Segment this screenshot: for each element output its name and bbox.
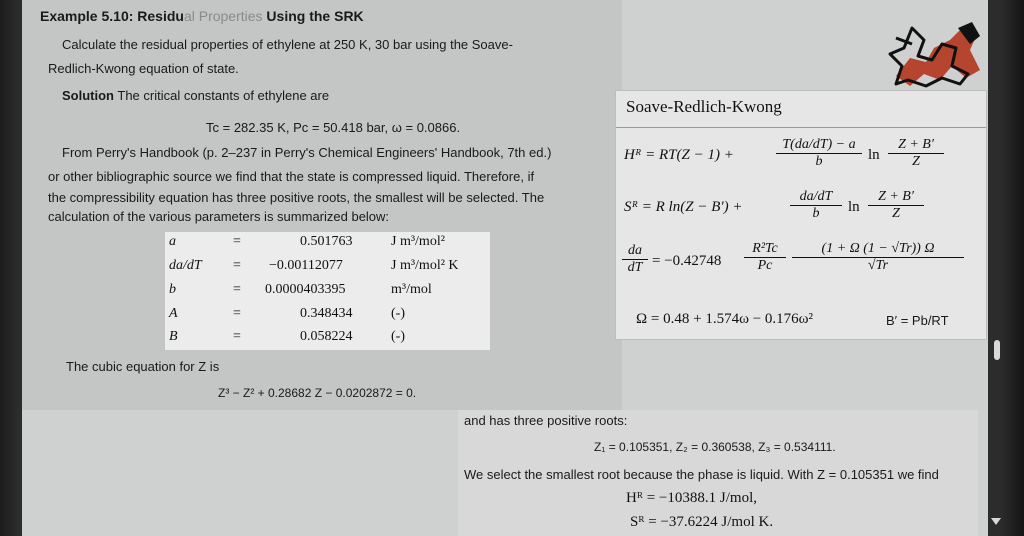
dadt-den: dT	[627, 260, 643, 275]
param-symbol: a	[169, 234, 176, 249]
sr-z-num: Z + B′	[868, 189, 924, 206]
sr-frac-den: b	[812, 206, 820, 221]
problem-line-2: Redlich-Kwong equation of state.	[48, 61, 239, 76]
param-symbol: b	[169, 282, 176, 297]
sr-ln: ln	[848, 199, 860, 215]
parameter-table	[165, 232, 490, 350]
sr-lhs: Sᴿ = R ln(Z − B′) +	[624, 199, 743, 215]
solution-para-1: From Perry's Handbook (p. 2–237 in Perry's Chemical Engineers' Handbook, 7th ed.)	[62, 145, 552, 160]
dadt-f1-num: R²Tc	[744, 241, 786, 258]
param-symbol: A	[169, 306, 178, 321]
param-eq: =	[233, 329, 241, 344]
hr-z-den: Z	[912, 154, 920, 169]
dadt-num: da	[622, 243, 648, 260]
param-unit: J m³/mol² K	[391, 258, 459, 273]
srk-divider	[616, 127, 986, 128]
sr-fraction	[790, 189, 842, 222]
param-unit: (-)	[391, 306, 405, 321]
roots-values: Z₁ = 0.105351, Z₂ = 0.360538, Z₃ = 0.534111.	[594, 440, 836, 454]
scroll-down-icon[interactable]	[991, 518, 1001, 525]
hr-lhs: Hᴿ = RT(Z − 1) +	[624, 147, 734, 163]
roots-label: and has three positive roots:	[464, 413, 628, 428]
solution-intro: Solution The critical constants of ethylene are	[62, 88, 330, 103]
sr-z-den: Z	[892, 206, 900, 221]
dadt-f1-den: Pc	[757, 258, 773, 273]
dadt-fraction	[622, 243, 648, 276]
sculpture-logo-icon	[882, 18, 986, 90]
hr-result: Hᴿ = −10388.1 J/mol,	[626, 490, 757, 506]
srk-heading: Soave-Redlich-Kwong	[626, 97, 782, 116]
scrollbar-thumb[interactable]	[994, 340, 1000, 360]
hr-ln: ln	[868, 147, 880, 163]
param-value: −0.00112077	[269, 258, 343, 273]
problem-line-1: Calculate the residual properties of ethylene at 250 K, 30 bar using the Soave-	[62, 37, 513, 52]
select-root-text: We select the smallest root because the phase is liquid. With Z = 0.105351 we find	[464, 467, 939, 482]
sr-frac-num: da/dT	[790, 189, 842, 206]
hr-frac-den: b	[815, 154, 823, 169]
cubic-label: The cubic equation for Z is	[66, 359, 220, 374]
param-eq: =	[233, 306, 241, 321]
solution-para-4: calculation of the various parameters is summarized below:	[48, 209, 390, 224]
param-unit: J m³/mol²	[391, 234, 445, 249]
srk-formula-box	[615, 90, 987, 340]
hr-frac-num: T(da/dT) − a	[776, 137, 862, 154]
hr-z-fraction	[888, 137, 944, 170]
param-unit: (-)	[391, 329, 405, 344]
bprime-equation: B′ = Pb/RT	[886, 313, 949, 328]
example-title: Example 5.10: Residual Properties Using the SRK	[40, 8, 364, 24]
omega-equation: Ω = 0.48 + 1.574ω − 0.176ω²	[636, 311, 814, 327]
solution-para-3: the compressibility equation has three positive roots, the smallest will be selected. The	[48, 190, 545, 205]
cubic-equation: Z³ − Z² + 0.28682 Z − 0.0202872 = 0.	[218, 386, 417, 400]
param-eq: =	[233, 282, 241, 297]
sr-result: Sᴿ = −37.6224 J/mol K.	[630, 514, 774, 530]
results-panel	[458, 410, 978, 536]
dadt-coefficient: = −0.42748	[652, 253, 722, 269]
param-unit: m³/mol	[391, 282, 432, 297]
hr-z-num: Z + B′	[888, 137, 944, 154]
param-symbol: B	[169, 329, 178, 344]
param-value: 0.058224	[300, 329, 353, 344]
solution-para-2: or other bibliographic source we find that the state is compressed liquid. Therefore, if	[48, 169, 535, 184]
param-value: 0.501763	[300, 234, 353, 249]
dadt-f2-den: √Tr	[867, 258, 889, 273]
param-symbol: da/dT	[169, 258, 202, 273]
param-value: 0.348434	[300, 306, 353, 321]
hr-fraction	[776, 137, 862, 170]
param-eq: =	[233, 234, 241, 249]
sr-z-fraction	[868, 189, 924, 222]
critical-constants: Tc = 282.35 K, Pc = 50.418 bar, ω = 0.0866.	[206, 120, 461, 135]
param-eq: =	[233, 258, 241, 273]
param-value: 0.0000403395	[265, 282, 346, 297]
dadt-f2-num: (1 + Ω (1 − √Tr)) Ω	[792, 241, 964, 258]
dadt-f1	[744, 241, 786, 274]
dadt-f2	[792, 241, 964, 274]
